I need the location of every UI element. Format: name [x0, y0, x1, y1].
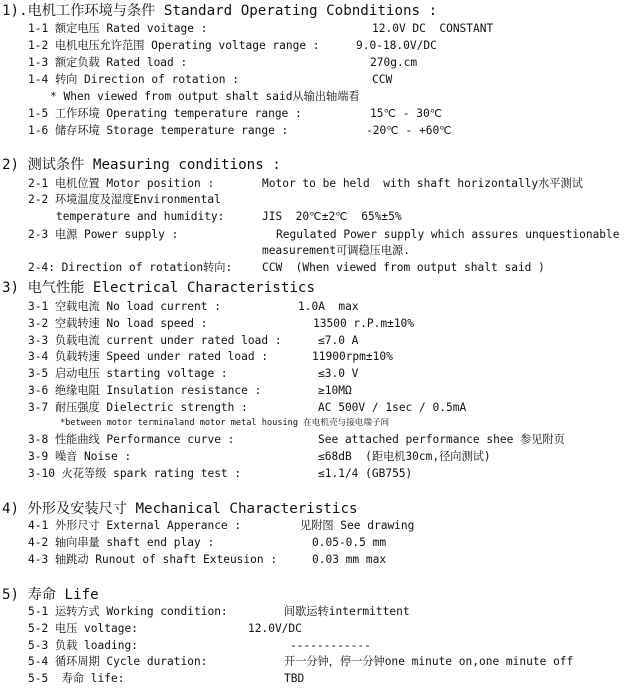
spec-label: 5-2 电压 voltage: [28, 622, 138, 635]
spec-label: 3-8 性能曲线 Performance curve : [28, 433, 235, 446]
spec-label: 3-9 噪音 Noise : [28, 450, 132, 463]
spec-label: 5-1 运转方式 Working condition: [28, 605, 228, 618]
spec-value: 9.0-18.0V/DC [356, 39, 437, 52]
spec-value: ≥10MΩ [318, 384, 352, 397]
spec-value: Regulated Power supply which assures unquestionable [276, 228, 620, 241]
spec-value: TBD [284, 672, 305, 685]
spec-value: CCW (When viewed from output shalt said ) [262, 261, 545, 274]
section-2-heading: 2) 测试条件 Measuring conditions : [2, 157, 281, 173]
section-4-heading: 4) 外形及安装尺寸 Mechanical Characteristics [2, 501, 358, 517]
spec-label: 1-4 转向 Direction of rotation : [28, 73, 239, 86]
spec-value: 1.0A max [298, 300, 359, 313]
spec-value: 12.0V DC CONSTANT [372, 22, 494, 35]
spec-value: 间歇运转intermittent [284, 605, 410, 618]
spec-label: 4-1 外形尺寸 External Apperance : [28, 519, 242, 532]
spec-value: 开一分钟，停一分钟one minute on,one minute off [284, 655, 574, 668]
spec-value: ≤7.0 A [318, 334, 359, 347]
spec-value: 12.0V/DC [248, 622, 302, 635]
spec-label: 1-1 额定电压 Rated voitage : [28, 22, 208, 35]
spec-value: ≤3.0 V [318, 367, 359, 380]
spec-label: 1-5 工作环境 Operating temperature range : [28, 107, 302, 120]
spec-value: 11900rpm±10% [312, 350, 393, 363]
spec-value: 13500 r.P.m±10% [313, 317, 415, 330]
spec-value: Motor to be held with shaft horizontally水平测试 [262, 177, 583, 190]
spec-value: -20℃ - +60℃ [366, 124, 452, 137]
spec-label: 3-10 火花等级 spark rating test : [28, 467, 242, 480]
spec-note: *between motor terminaland motor metal housing 在电机壳与接电端子间 [60, 418, 390, 428]
spec-value: ------------ [290, 639, 371, 652]
spec-value: measurement可调稳压电源. [262, 244, 410, 257]
spec-label: 5-4 循环周期 Cycle duration: [28, 655, 208, 668]
spec-label: 3-1 空载电流 No load current : [28, 300, 221, 313]
spec-label: 2-1 电机位置 Motor position : [28, 177, 215, 190]
spec-label: 4-3 轴跳动 Runout of shaft Exteusion : [28, 553, 278, 566]
spec-label: 3-6 绝缘电阻 Insulation resistance : [28, 384, 262, 397]
spec-label: 3-2 空载转速 No load speed : [28, 317, 208, 330]
spec-value: JIS 20℃±2℃ 65%±5% [262, 210, 402, 223]
spec-label: 1-3 额定负载 Rated load : [28, 56, 188, 69]
section-1-heading: 1).电机工作环境与条件 Standard Operating Cobnditions : [2, 3, 438, 19]
spec-label: 4-2 轴向串量 shaft end play : [28, 536, 215, 549]
spec-label: 2-2 环境温度及湿度Environmental [28, 193, 221, 206]
section-5-heading: 5) 寿命 Life [2, 587, 99, 603]
spec-value: 270g.cm [370, 56, 418, 69]
spec-value: CCW [372, 73, 393, 86]
spec-label: 3-5 启动电压 starting voltage : [28, 367, 228, 380]
spec-value: See attached performance shee 参见附页 [318, 433, 565, 446]
spec-label: 5-5 寿命 life: [28, 672, 125, 685]
spec-value: 0.03 mm max [312, 553, 387, 566]
spec-label: 3-4 负载转速 Speed under rated load : [28, 350, 269, 363]
spec-value: ≤1.1/4 (GB755) [318, 467, 413, 480]
spec-value: ≤68dB (距电机30cm,径向测试) [318, 450, 491, 463]
spec-label: 3-3 负载电流 current under rated load : [28, 334, 282, 347]
spec-value: 0.05-0.5 mm [312, 536, 387, 549]
spec-label: 1-2 电机电压允许范围 Operating voltage range : [28, 39, 320, 52]
spec-value: AC 500V / 1sec / 0.5mA [318, 401, 467, 414]
spec-label: temperature and humidity: [56, 210, 225, 223]
spec-label: 5-3 负载 loading: [28, 639, 138, 652]
spec-label: 1-6 储存环境 Storage temperature range : [28, 124, 289, 137]
spec-label: 3-7 耐压强度 Dielectric strength : [28, 401, 248, 414]
section-3-heading: 3) 电气性能 Electrical Characteristics [2, 280, 315, 296]
spec-value: 见附图 See drawing [300, 519, 415, 532]
spec-label: 2-3 电源 Power supply : [28, 228, 179, 241]
spec-note: * When viewed from output shalt said从输出轴端看 [50, 90, 360, 103]
spec-label: 2-4: Direction of rotation转向: [28, 261, 233, 274]
spec-value: 15℃ - 30℃ [370, 107, 443, 120]
